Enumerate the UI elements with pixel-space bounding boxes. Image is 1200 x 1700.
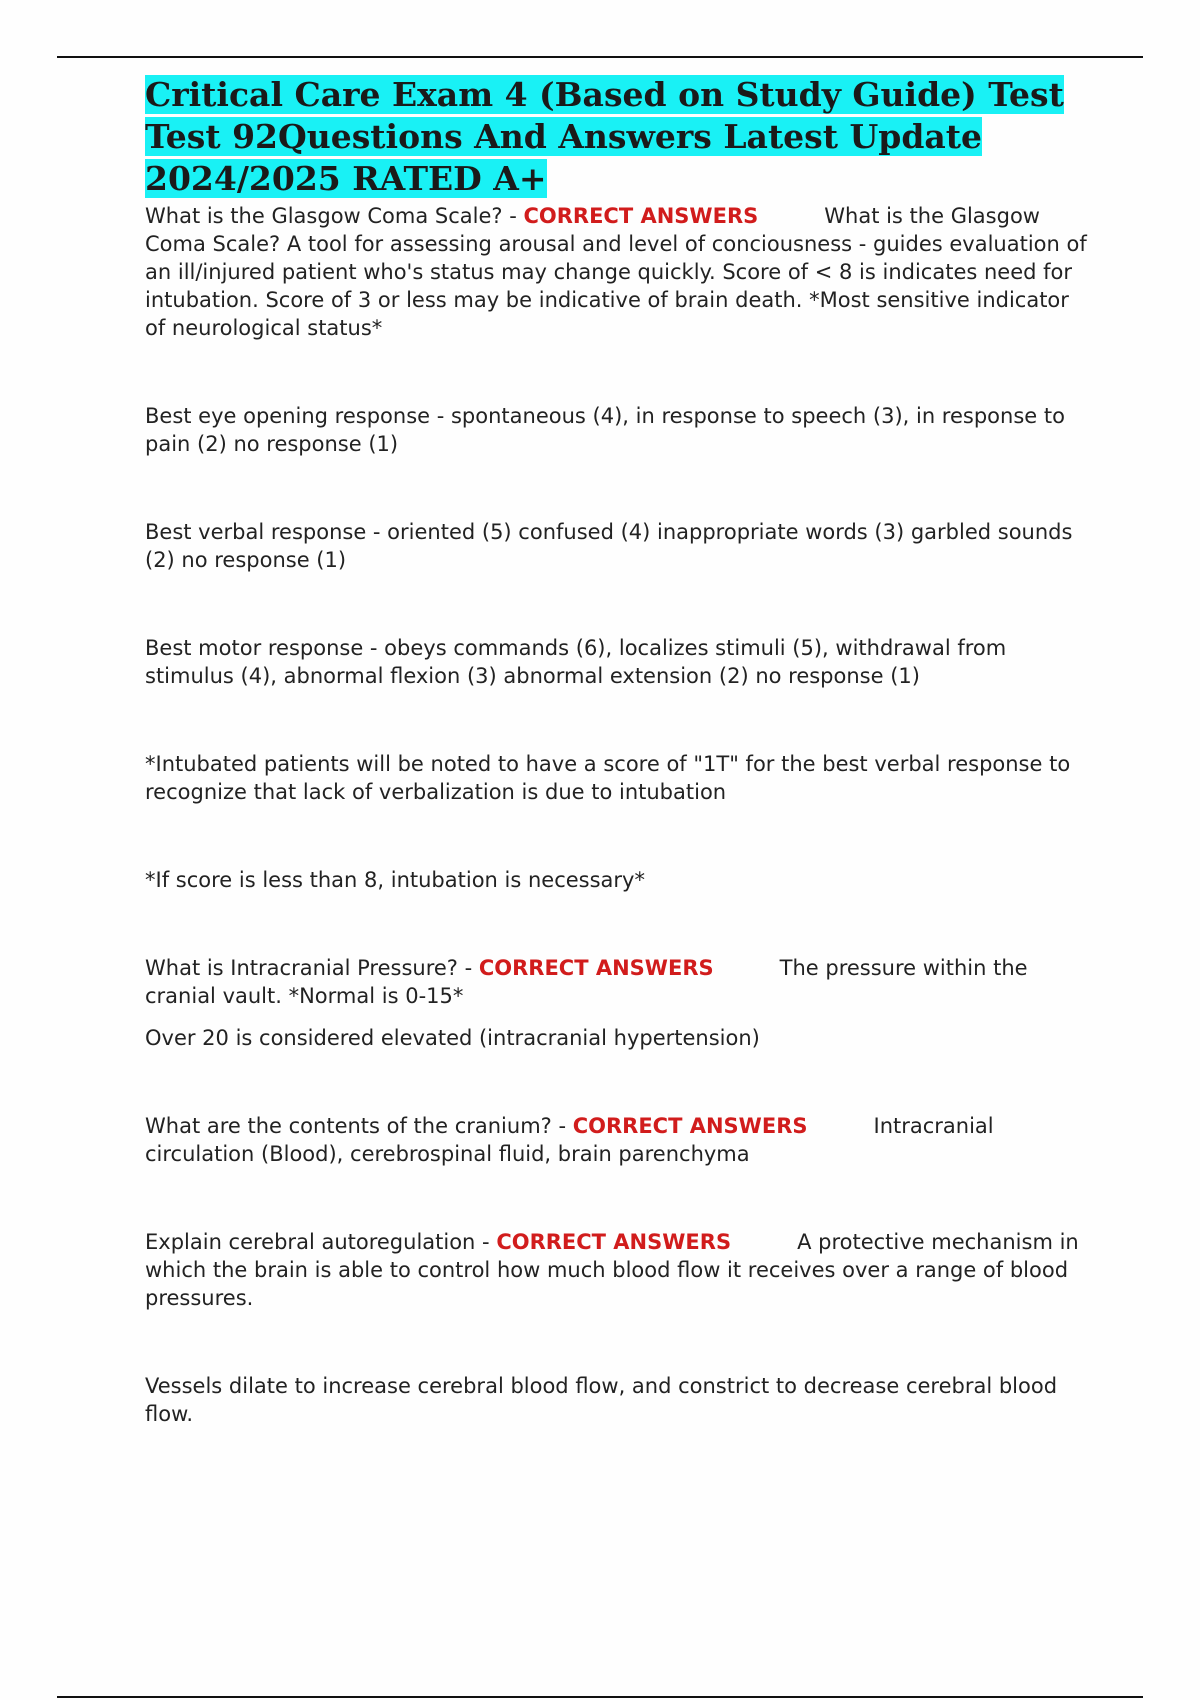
paragraph-motor-response: Best motor response - obeys commands (6), localizes stimuli (5), withdrawal from stimulus (4), abnormal flexion (3) abnormal extension (2) no response (1) bbox=[145, 636, 1007, 688]
qa-cerebral-autoregulation bbox=[145, 1228, 1090, 1312]
answer-text: The pressure within the cranial vault. *Normal is 0-15* bbox=[145, 956, 1028, 1008]
document-body bbox=[145, 74, 1090, 1428]
correct-answers-label: CORRECT ANSWERS bbox=[478, 956, 714, 980]
question-text: What are the contents of the cranium? - bbox=[145, 1114, 573, 1138]
answer-text: What is the Glasgow Coma Scale? A tool for assessing arousal and level of conciousness - guides evaluation of an ill/injured patient who's status may change quickly. Score of < 8 is indicates need for intubation. Score of 3 or less may be indicative of brain death. *Most sensitive indicator of neurological status* bbox=[145, 204, 1087, 340]
paragraph-eye-response: Best eye opening response - spontaneous (4), in response to speech (3), in response to pain (2) no response (1) bbox=[145, 404, 1065, 456]
paragraph-score-note: *If score is less than 8, intubation is necessary* bbox=[145, 868, 645, 892]
bottom-rule bbox=[57, 1696, 1143, 1698]
document-title bbox=[145, 74, 1090, 200]
correct-answers-label: CORRECT ANSWERS bbox=[496, 1230, 732, 1254]
correct-answers-label: CORRECT ANSWERS bbox=[523, 204, 759, 228]
qa-glasgow-coma-scale bbox=[145, 202, 1090, 342]
question-text: Explain cerebral autoregulation - bbox=[145, 1230, 497, 1254]
answer-text: A protective mechanism in which the brain is able to control how much blood flow it receives over a range of blood pressures. bbox=[145, 1230, 1079, 1310]
qa-intracranial-pressure bbox=[145, 954, 1090, 1010]
question-text: What is the Glasgow Coma Scale? - bbox=[145, 204, 524, 228]
paragraph-over-20: Over 20 is considered elevated (intracranial hypertension) bbox=[145, 1026, 760, 1050]
qa-cranium-contents bbox=[145, 1112, 1090, 1168]
paragraph-verbal-response: Best verbal response - oriented (5) confused (4) inappropriate words (3) garbled sounds (2) no response (1) bbox=[145, 520, 1073, 572]
answer-text: Intracranial circulation (Blood), cerebrospinal fluid, brain parenchyma bbox=[145, 1114, 994, 1166]
paragraph-intubated-note: *Intubated patients will be noted to have a score of "1T" for the best verbal response to recognize that lack of verbalization is due to intubation bbox=[145, 752, 1071, 804]
paragraph-vessels: Vessels dilate to increase cerebral blood flow, and constrict to decrease cerebral blood flow. bbox=[145, 1374, 1058, 1426]
correct-answers-label: CORRECT ANSWERS bbox=[572, 1114, 808, 1138]
top-rule bbox=[57, 56, 1143, 58]
title-highlight: Critical Care Exam 4 (Based on Study Guide) Test Test 92Questions And Answers Latest Update 2024/2025 RATED A+ bbox=[145, 75, 1064, 198]
question-text: What is Intracranial Pressure? - bbox=[145, 956, 479, 980]
